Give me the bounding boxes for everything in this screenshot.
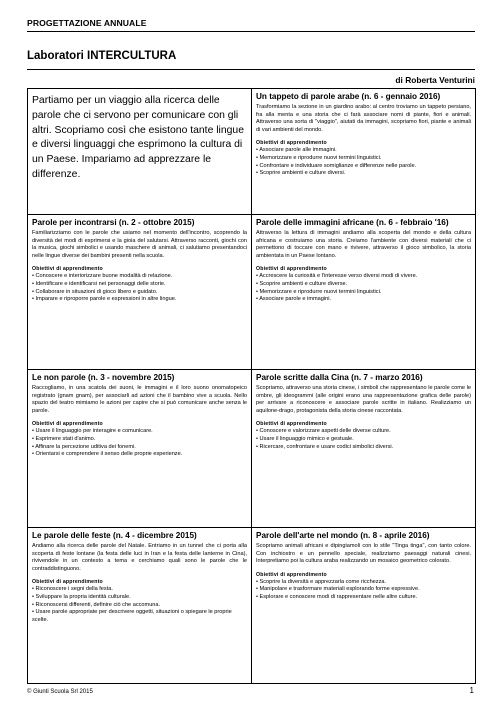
intro-text: Partiamo per un viaggio alla ricerca delle parole che ci servono per comunicare con gli altri. Scopriamo così che esistono tante lingue e diversi linguaggi che esprimono la cultura di un Paese. Impariamo ad apprezzare le differenze. — [32, 95, 244, 180]
title-rule — [27, 69, 475, 70]
lab-description: Familiarizziamo con le parole che usiamo nel momento dell'incontro, scoprendo la diversità dei modi di esprimersi e la gioia del salutarsi. Attraverso racconti, giochi con la musica, giochi simbolici e usando maschere di animali, ci salutiamo presentandoci nelle lingue diverse dei bambini presenti nella scuola. — [32, 230, 247, 259]
lab-description: Raccogliamo, in una scatola dei suoni, le immagini e il loro suono onomatopeico registrato (gnam gnam), per associarli ad azioni che il bambino vive a scuola. Nello spazio del teatro mimiamo le azioni per capire che si può comunicare anche senza le parole. — [32, 385, 247, 414]
objectives-list — [256, 273, 471, 304]
lab-description: Scopriamo animali africani e dipingiamoli con lo stile "Tinga tinga", con tanto colore. Con inchiostro e un pennello speciale, realizziamo paesaggi naturali cinesi. Interpretiamo poi la cultura araba realizzando un mosaico geometrico colorato. — [256, 543, 471, 565]
lab-title: Parole per incontrarsi (n. 2 - ottobre 2015) — [32, 218, 195, 227]
objective-item: • Associare parole e immagini. — [256, 296, 332, 303]
objective-item: • Confrontare e individuare somiglianze e differenze nelle parole. — [256, 162, 417, 169]
objective-item: • Memorizzare e riprodurre nuovi termini linguistici. — [256, 288, 382, 295]
objective-item: • Riconoscersi differenti, definire ciò che accomuna. — [32, 601, 161, 608]
author-line: di Roberta Venturini — [395, 75, 475, 85]
objective-item: • Identificare e identificarsi nei personaggi delle storie. — [32, 280, 166, 287]
objective-item: • Sviluppare la propria identità culturale. — [32, 593, 131, 600]
objective-item: • Manipolare e trasformare materiali esplorando forme espressive. — [256, 586, 420, 593]
objective-item: • Associare parole alle immagini. — [256, 147, 337, 154]
objective-item: • Scoprire la diversità e apprezzarla come ricchezza. — [256, 578, 387, 585]
lab-cell-african — [252, 215, 476, 370]
objectives-list — [32, 273, 247, 304]
objective-item: • Memorizzare e riprodurre nuovi termini linguistici. — [256, 154, 382, 161]
lab-cell-art — [252, 528, 476, 684]
lab-title: Parole delle immagini africane (n. 6 - febbraio '16) — [256, 218, 449, 227]
objectives-heading: Obiettivi di apprendimento — [32, 579, 103, 586]
copyright-notice: © Giunti Scuola Srl 2015 — [27, 689, 93, 695]
page-number: 1 — [469, 686, 474, 695]
objective-item: • Ricercare, confrontare e usare codici simbolici diversi. — [256, 443, 394, 450]
lab-cell-china — [252, 370, 476, 528]
document-title: Laboratori INTERCULTURA — [27, 50, 177, 62]
lab-title: Le non parole (n. 3 - novembre 2015) — [32, 373, 175, 382]
lab-cell-arabic — [252, 89, 476, 215]
objectives-heading: Obiettivi di apprendimento — [32, 421, 103, 428]
objective-item: • Riconoscere i segni della festa. — [32, 586, 113, 593]
objective-item: • Collaborare in situazioni di gioco libero e guidato. — [32, 288, 158, 295]
objective-item: • Esplorare e conoscere modi di rappresentare nelle altre culture. — [256, 594, 418, 601]
lab-title: Un tappeto di parole arabe (n. 6 - gennaio 2016) — [256, 92, 441, 101]
objective-item: • Conoscere e valorizzare aspetti delle diverse culture. — [256, 428, 391, 435]
objective-item: • Scoprire ambienti e culture diverse. — [256, 280, 348, 287]
objective-item: • Accrescere la curiosità e l'interesse verso diversi modi di vivere. — [256, 273, 418, 280]
objectives-heading: Obiettivi di apprendimento — [32, 266, 103, 273]
lab-description: Andiamo alla ricerca delle parole del Natale. Entriamo in un tunnel che ci porta alla scoperta di feste lontane (la festa delle luci in Iran e la festa delle lanterne in Cina), rivivendole in un contesto a tema e cerchiamo quali sono le parole che le contraddistinguono. — [32, 543, 247, 572]
objective-item: • Affinare la percezione uditiva dei fonemi. — [32, 443, 136, 450]
objectives-list — [256, 147, 471, 178]
objective-item: • Usare il linguaggio per interagire e comunicare. — [32, 428, 153, 435]
lab-cell-feasts — [28, 528, 252, 684]
objective-item: • Usare il linguaggio mimico e gestuale. — [256, 435, 354, 442]
lab-title: Parole dell'arte nel mondo (n. 8 - aprile 2016) — [256, 531, 430, 540]
objectives-list — [256, 428, 471, 451]
objective-item: • Esprimere stati d'animo. — [32, 435, 96, 442]
objectives-heading: Obiettivi di apprendimento — [256, 571, 327, 578]
lab-title: Parole scritte dalla Cina (n. 7 - marzo 2016) — [256, 373, 423, 382]
lab-description: Scopriamo, attraverso una storia cinese, i simboli che rappresentano le parole come le ombre, gli ideogrammi (alle origini erano una rappresentazione grafica delle parole) per arrivare a riconoscere e associare parole scritte in italiano. Realizziamo un aquilone-drago, protagonista della storia cinese raccontata. — [256, 385, 471, 414]
objective-item: • Usare parole appropriate per descrivere oggetti, situazioni o spiegare le proprie scelte. — [32, 609, 232, 624]
lab-description: Trasformiamo la sezione in un giardino arabo: al centro troviamo un tappeto persiano, fra alla menta e una storia che ci farà associare nomi di piante, fiori e animali. Attraverso una sorta di "viaggio", aiutati da immagini, scopriamo fiori, piante e animali di vari ambienti del mondo. — [256, 104, 471, 133]
objective-item: • Conoscere e interiorizzare buone modalità di relazione. — [32, 273, 173, 280]
header-rule — [27, 31, 475, 32]
objectives-heading: Obiettivi di apprendimento — [256, 266, 327, 273]
objectives-heading: Obiettivi di apprendimento — [256, 140, 327, 147]
objectives-list — [32, 428, 247, 459]
objectives-list — [32, 586, 247, 625]
objectives-list — [256, 579, 471, 602]
lab-cell-meeting — [28, 215, 252, 370]
lab-description: Attraverso la lettura di immagini andiamo alla scoperta del mondo e della cultura africana e costruiamo una storia. Creiamo l'ambiente con diversi materiali che ci permettono di toccare con mano e rivivere, attraverso il gioco simbolico, la storia ambientata in un Paese lontano. — [256, 230, 471, 259]
laboratory-grid — [27, 88, 476, 684]
objective-item: • Orientarsi e comprendere il senso delle proprie esperienze. — [32, 451, 183, 458]
objective-item: • Imparare e riproporre parole e espressioni in altre lingue. — [32, 296, 177, 303]
intro-cell — [28, 89, 252, 215]
series-label: PROGETTAZIONE ANNUALE — [27, 18, 147, 28]
lab-title: Le parole delle feste (n. 4 - dicembre 2015) — [32, 531, 197, 540]
lab-cell-non-words — [28, 370, 252, 528]
objective-item: • Scoprire ambienti e culture diversi. — [256, 170, 346, 177]
objectives-heading: Obiettivi di apprendimento — [256, 421, 327, 428]
